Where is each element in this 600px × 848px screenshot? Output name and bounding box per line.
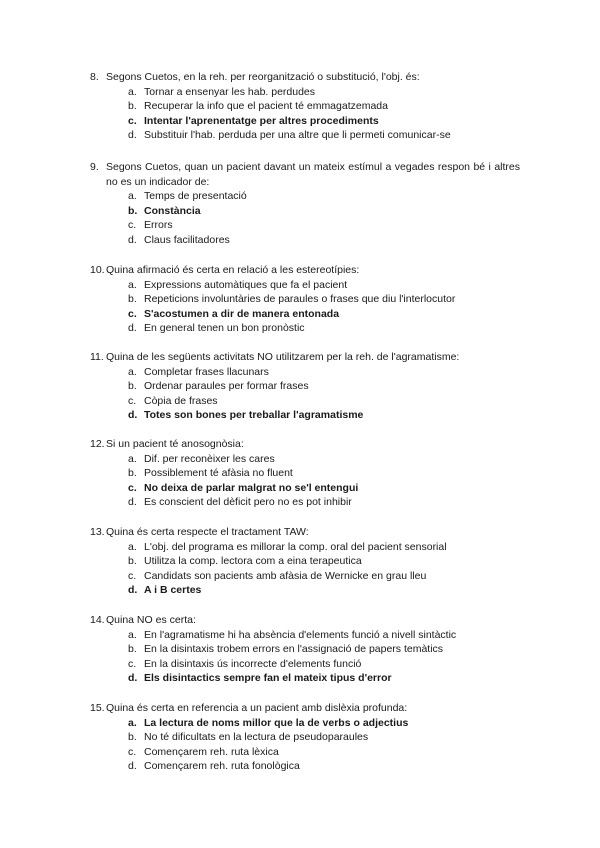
option-text: Repeticions involuntàries de paraules o frases que diu l'interlocutor <box>144 293 456 305</box>
option-letter: a. <box>128 540 137 553</box>
option-letter: c. <box>128 569 137 582</box>
option-text: En l'agramatisme hi ha absència d'elements funció a nivell sintàctic <box>144 628 457 641</box>
option <box>128 452 520 467</box>
option-text: Substituir l'hab. perduda per una altre que li permeti comunicar-se <box>144 129 451 141</box>
question-number: 12. <box>90 438 105 450</box>
option-text: Es conscient del dèficit pero no es pot inhibir <box>144 496 352 508</box>
option-list <box>90 365 520 423</box>
question-9 <box>90 160 520 247</box>
option-text: Candidats son pacients amb afàsia de Wernicke en grau lleu <box>144 569 427 582</box>
option-list <box>90 85 520 143</box>
option-correct <box>128 114 520 129</box>
option <box>128 189 520 204</box>
question-number: 13. <box>90 526 105 538</box>
question-number: 9. <box>90 161 99 173</box>
option-text: Recuperar la info que el pacient té emmagatzemada <box>144 100 388 112</box>
option <box>128 85 520 100</box>
option-text: No deixa de parlar malgrat no se'l entengui <box>144 481 359 494</box>
option-letter: d. <box>128 233 137 246</box>
option <box>128 642 520 657</box>
option-text: S'acostumen a dir de manera entonada <box>144 307 340 320</box>
option-letter: c. <box>128 114 137 127</box>
option-letter: b. <box>128 643 137 655</box>
option-list <box>90 278 520 336</box>
question-10 <box>90 263 520 336</box>
question-11 <box>90 350 520 423</box>
option <box>128 365 520 380</box>
option-text: Dif. per reconèixer les cares <box>144 452 275 465</box>
option-text: Començarem reh. ruta lèxica <box>144 745 279 758</box>
option-text: Temps de presentació <box>144 190 247 202</box>
option-correct <box>128 307 520 322</box>
option-correct <box>128 408 520 423</box>
option-text: En la disintaxis ús incorrecte d'elements funció <box>144 657 362 670</box>
option-letter: a. <box>128 365 137 378</box>
option-letter: c. <box>128 745 137 758</box>
option <box>128 292 520 307</box>
question-text: Quina afirmació és certa en relació a les estereotípies: <box>106 264 360 276</box>
option-text: Utilitza la comp. lectora com a eina terapeutica <box>144 555 362 567</box>
option-letter: c. <box>128 394 137 407</box>
option-text: Els disintactics sempre fan el mateix tipus d'error <box>144 672 392 684</box>
option <box>128 554 520 569</box>
question-text: Segons Cuetos, quan un pacient davant un mateix estímul a vegades respon bé i altres no es un indicador de: <box>106 161 520 188</box>
option-text: En la disintaxis trobem errors en l'assignació de papers temàtics <box>144 643 444 655</box>
option-text: A i B certes <box>144 584 202 596</box>
question-number: 14. <box>90 614 105 626</box>
option-letter: b. <box>128 731 137 743</box>
option <box>128 466 520 481</box>
question-8 <box>90 70 520 143</box>
question-15 <box>90 701 520 774</box>
option-letter: a. <box>128 452 137 465</box>
option <box>128 99 520 114</box>
option <box>128 730 520 745</box>
option-list <box>90 452 520 510</box>
option-letter: b. <box>128 100 137 112</box>
question-12 <box>90 437 520 510</box>
option-correct <box>128 583 520 598</box>
option-letter: d. <box>128 496 137 508</box>
option-text: Possiblement té afàsia no fluent <box>144 467 293 479</box>
option-text: No té dificultats en la lectura de pseudoparaules <box>144 731 369 743</box>
option-correct <box>128 204 520 219</box>
option-letter: a. <box>128 628 137 641</box>
option <box>128 278 520 293</box>
option-text: Errors <box>144 219 173 231</box>
option-text: Tornar a ensenyar les hab. perdudes <box>144 85 316 98</box>
option-letter: b. <box>128 555 137 567</box>
question-text: Segons Cuetos, en la reh. per reorganització o substitució, l'obj. és: <box>106 71 420 83</box>
question-13 <box>90 525 520 598</box>
option-letter: c. <box>128 481 137 494</box>
question-14 <box>90 613 520 686</box>
option <box>128 628 520 643</box>
option <box>128 759 520 774</box>
option <box>128 379 520 394</box>
option-text: Completar frases llacunars <box>144 365 269 378</box>
question-text: Quina de les següents activitats NO utilitzarem per la reh. de l'agramatisme: <box>106 351 460 363</box>
option-list <box>90 716 520 774</box>
option-letter: d. <box>128 322 137 334</box>
option-letter: d. <box>128 672 138 684</box>
option-letter: b. <box>128 380 137 392</box>
option <box>128 569 520 584</box>
option-correct <box>128 481 520 496</box>
option-letter: b. <box>128 293 137 305</box>
option-letter: d. <box>128 129 137 141</box>
option-text: Còpia de frases <box>144 394 218 407</box>
option-text: En general tenen un bon pronòstic <box>144 322 305 334</box>
option-text: Intentar l'aprenentatge per altres procediments <box>144 114 379 127</box>
option-text: Constància <box>144 204 201 217</box>
option-text: Començarem reh. ruta fonològica <box>144 760 300 772</box>
option-text: Totes son bones per treballar l'agramatisme <box>144 409 364 421</box>
option-text: Ordenar paraules per formar frases <box>144 380 309 392</box>
option-list <box>90 189 520 247</box>
option-letter: c. <box>128 307 137 320</box>
option <box>128 218 520 233</box>
question-number: 11. <box>90 351 104 363</box>
option-list <box>90 628 520 686</box>
option-letter: c. <box>128 657 137 670</box>
option-letter: d. <box>128 409 138 421</box>
option <box>128 394 520 409</box>
option-letter: a. <box>128 278 137 291</box>
option-correct <box>128 671 520 686</box>
question-text: Si un pacient té anosognòsia: <box>106 438 244 450</box>
option-letter: d. <box>128 760 137 772</box>
option <box>128 495 520 510</box>
option-text: Expressions automàtiques que fa el pacient <box>144 278 348 291</box>
option-letter: a. <box>128 85 137 98</box>
option-letter: d. <box>128 584 138 596</box>
option-correct <box>128 716 520 731</box>
option <box>128 233 520 248</box>
question-number: 8. <box>90 71 99 83</box>
option-text: L'obj. del programa es millorar la comp. oral del pacient sensorial <box>144 540 447 553</box>
question-text: Quina NO es certa: <box>106 614 196 626</box>
option-letter: c. <box>128 219 137 231</box>
option-letter: a. <box>128 190 137 202</box>
option-letter: b. <box>128 204 138 217</box>
option <box>128 321 520 336</box>
question-number: 10. <box>90 264 105 276</box>
option <box>128 657 520 672</box>
option-text: Claus facilitadores <box>144 233 230 246</box>
option <box>128 128 520 143</box>
option-letter: a. <box>128 716 137 729</box>
option-letter: b. <box>128 467 137 479</box>
option <box>128 745 520 760</box>
option <box>128 540 520 555</box>
question-number: 15. <box>90 702 105 714</box>
option-list <box>90 540 520 598</box>
question-text: Quina és certa respecte el tractament TAW: <box>106 526 309 538</box>
option-text: La lectura de noms millor que la de verbs o adjectius <box>144 716 409 729</box>
question-text: Quina és certa en referencia a un pacient amb dislèxia profunda: <box>106 702 408 714</box>
